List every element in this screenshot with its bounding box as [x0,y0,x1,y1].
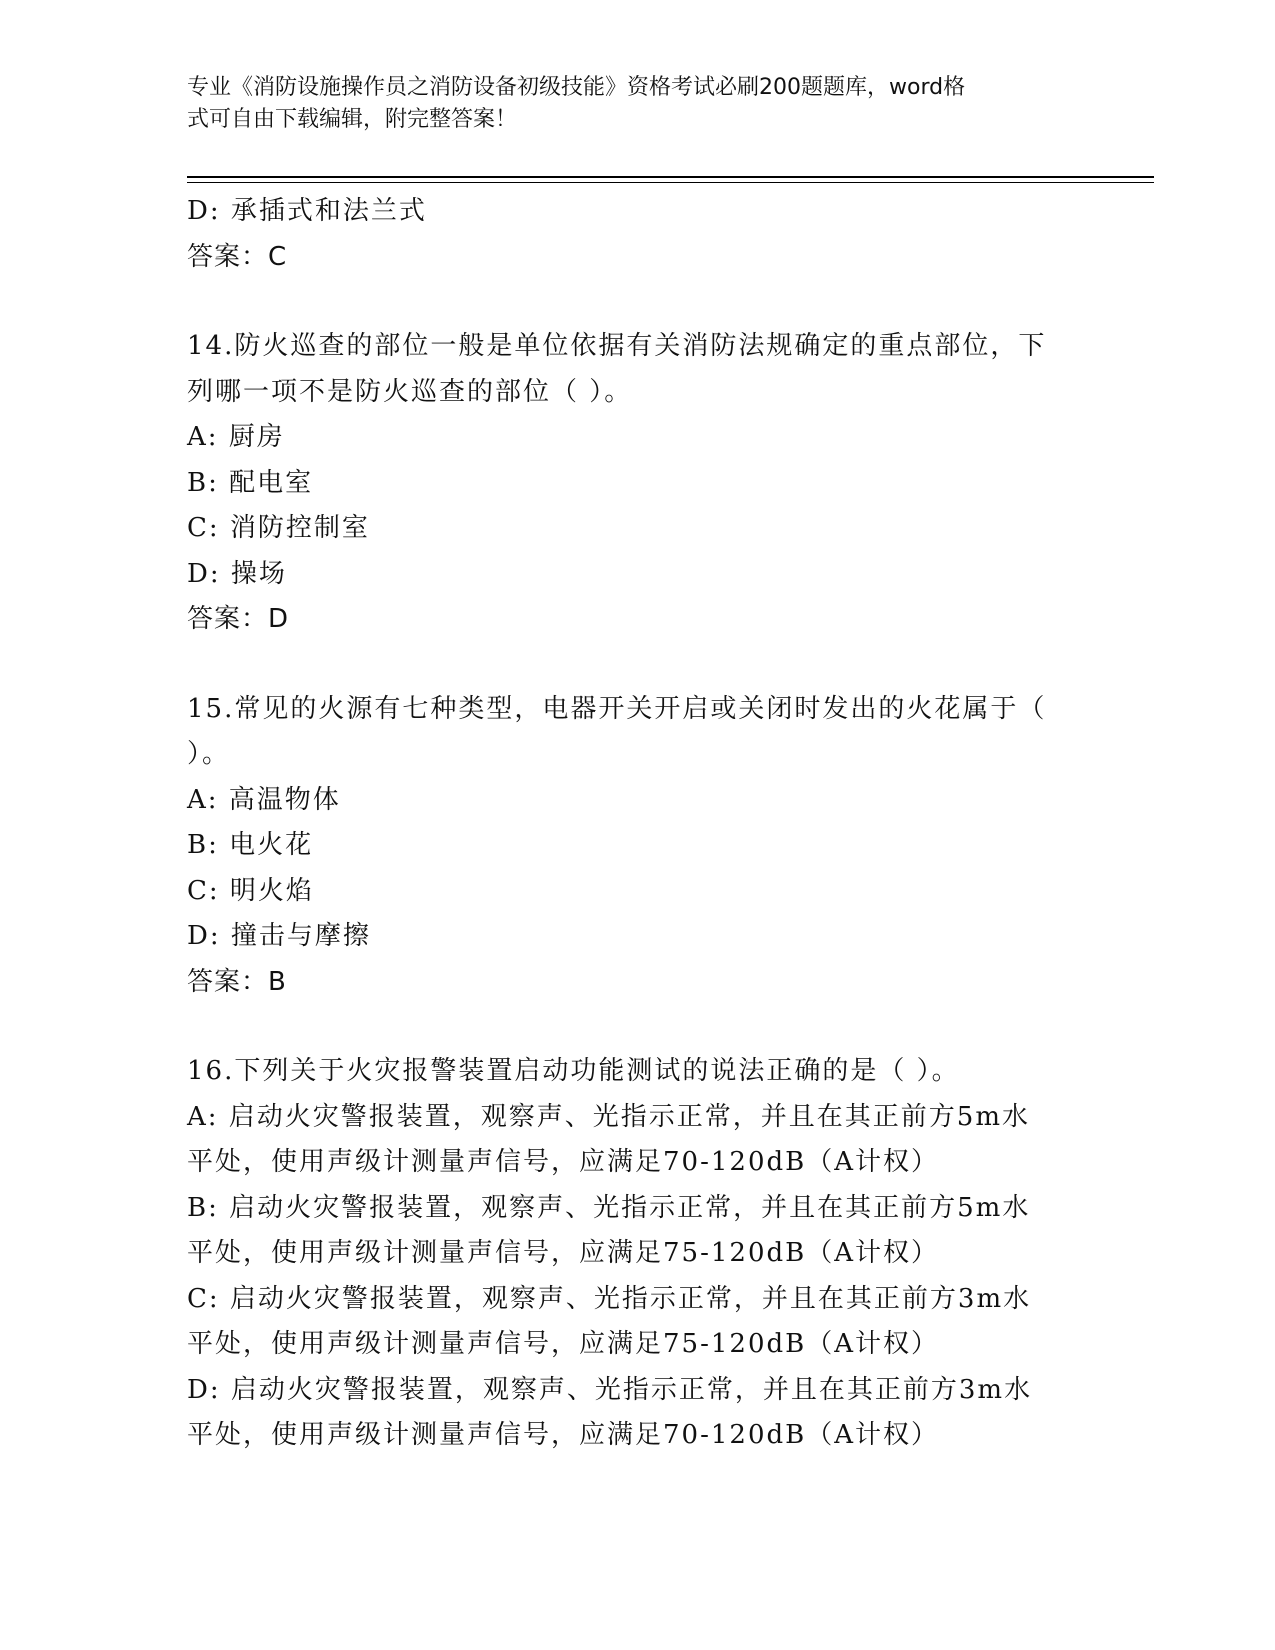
q15-stem-line-1: 15.常见的火源有七种类型，电器开关开启或关闭时发出的火花属于（ [187,693,1047,724]
q16-option-b-line-2: 平处，使用声级计测量声信号，应满足75-120dB（A计权） [187,1238,940,1268]
q15-option-c: C: 明火焰 [187,875,314,906]
q14-stem-line-2: 列哪一项不是防火巡查的部位（ ）。 [187,376,633,407]
previous-question-tail [187,189,1067,280]
q15-option-d: D: 撞击与摩擦 [187,921,371,951]
q15-stem-line-2: ）。 [187,739,231,769]
question-content [187,189,1067,1459]
q15-option-b: B: 电火花 [187,830,314,860]
question-15 [187,687,1067,1006]
document-header [187,72,1067,136]
q16-option-d-line-1: D: 启动火灾警报装置，观察声、光指示正常，并且在其正前方3m水 [187,1374,1033,1405]
prev-option-d: D: 承插式和法兰式 [187,196,427,226]
q16-option-a-line-2: 平处，使用声级计测量声信号，应满足70-120dB（A计权） [187,1147,940,1177]
q16-option-b-line-1: B: 启动火灾警报装置，观察声、光指示正常，并且在其正前方5m水 [187,1192,1031,1223]
header-line-1: 专业《消防设施操作员之消防设备初级技能》资格考试必刷200题题库，word格 [187,75,966,100]
header-divider-thin [187,182,1154,183]
q14-option-d: D: 操场 [187,558,287,589]
q15-option-a: A: 高温物体 [187,784,341,815]
q15-answer: 答案：B [187,966,287,997]
q14-option-a: A: 厨房 [187,422,285,452]
question-14 [187,324,1067,643]
q16-stem-line-1: 16.下列关于火灾报警装置启动功能测试的说法正确的是（ ）。 [187,1056,960,1086]
q14-option-c: C: 消防控制室 [187,513,370,543]
question-16 [187,1049,1067,1459]
prev-answer: 答案：C [187,241,288,272]
q14-stem-line-1: 14.防火巡查的部位一般是单位依据有关消防法规确定的重点部位，下 [187,331,1047,361]
header-divider-thick [187,176,1154,178]
q16-option-d-line-2: 平处，使用声级计测量声信号，应满足70-120dB（A计权） [187,1420,940,1450]
q14-option-b: B: 配电室 [187,467,314,498]
q14-answer: 答案：D [187,604,290,634]
q16-option-a-line-1: A: 启动火灾警报装置，观察声、光指示正常，并且在其正前方5m水 [187,1101,1030,1132]
q16-option-c-line-1: C: 启动火灾警报装置，观察声、光指示正常，并且在其正前方3m水 [187,1283,1032,1314]
header-line-2: 式可自由下载编辑，附完整答案！ [187,107,518,132]
q16-option-c-line-2: 平处，使用声级计测量声信号，应满足75-120dB（A计权） [187,1329,940,1359]
